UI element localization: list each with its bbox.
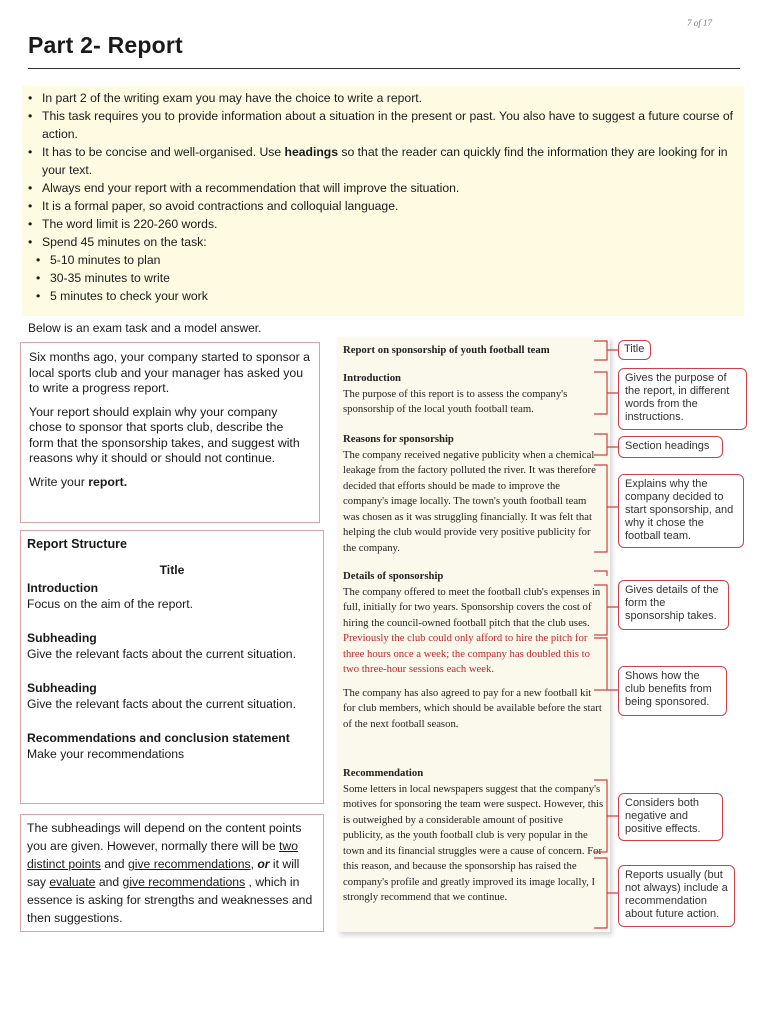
annotation-benefits: Shows how the club benefits from being sponsored. bbox=[618, 666, 727, 716]
exam-task-box bbox=[20, 342, 320, 523]
report-section-text: The company received negative publicity when a chemical leakage from the factory polluted the river. It was therefore decided that efforts should be made to improve the company's image locally. The town's youth football team was chosen as it was struggling financially. It was felt that helping the club would provide very positive publicity for the company. bbox=[343, 448, 596, 554]
intro-bullet: • It is a formal paper, so avoid contractions and colloquial language. bbox=[28, 197, 744, 215]
annotation-section-headings: Section headings bbox=[618, 436, 723, 458]
report-section-heading: Reasons for sponsorship bbox=[343, 433, 454, 445]
annotation-details: Gives details of the form the sponsorship takes. bbox=[618, 580, 729, 630]
structure-heading: Report Structure bbox=[27, 537, 128, 551]
annotation-future-action: Reports usually (but not always) include a recommendation about future action. bbox=[618, 865, 735, 927]
intro-sub-bullet: • 30-35 minutes to write bbox=[36, 269, 744, 287]
below-caption: Below is an exam task and a model answer. bbox=[28, 321, 262, 335]
intro-sub-bullet: • 5-10 minutes to plan bbox=[36, 251, 744, 269]
intro-bullet: • It has to be concise and well-organised. Use headings so that the reader can quickly find the information they are looking for in your text. bbox=[28, 143, 744, 179]
report-section-text: Some letters in local newspapers suggest that the company's motives for sponsoring the team were suspect. However, this is outweighed by a considerable amount of positive publicity, as the youth football club is very popular in the town and its financial struggles were a cause of concern. For this reason, and because the sponsorship has raised the company's profile and greatly improved its image locally, I strongly recommend that we continue. bbox=[343, 782, 604, 903]
intro-bullet: • The word limit is 220-260 words. bbox=[28, 215, 744, 233]
report-section-text: The company offered to meet the football club's expenses in full, initially for two years. Sponsorship covers the cost of hiring the council-owned football pitch that the club uses. Previously the club could only afford to hire the pitch for three hours once a week; the company has doubled this to two three-hour sessions each week. bbox=[343, 585, 601, 675]
intro-panel bbox=[22, 86, 744, 316]
structure-item-label: Subheading bbox=[27, 681, 97, 695]
task-paragraph: Your report should explain why your company chose to sponsor that sports club, describe the form that the sponsorship takes, and suggest with reasons why it should or should not continue. bbox=[29, 404, 300, 465]
intro-bullet: • In part 2 of the writing exam you may have the choice to write a report. bbox=[28, 89, 744, 107]
annotation-reasons: Explains why the company decided to start sponsorship, and why it chose the football team. bbox=[618, 474, 744, 548]
title-divider bbox=[28, 68, 740, 69]
report-structure-box bbox=[20, 530, 324, 804]
report-section-heading: Introduction bbox=[343, 372, 402, 384]
structure-item-desc: Give the relevant facts about the current situation. bbox=[27, 697, 296, 711]
intro-bullet: • This task requires you to provide information about a situation in the present or past. You also have to suggest a future course of action. bbox=[28, 107, 744, 143]
report-title: Report on sponsorship of youth football team bbox=[343, 344, 550, 356]
report-highlighted-text: Previously the club could only afford to hire the pitch for three hours once a week; the company has doubled this to two three-hour sessions each week. bbox=[343, 632, 590, 675]
structure-item-desc: Make your recommendations bbox=[27, 747, 185, 761]
page-title: Part 2- Report bbox=[28, 32, 183, 58]
task-paragraph: Write your report. bbox=[29, 474, 128, 489]
annotation-purpose: Gives the purpose of the report, in different words from the instructions. bbox=[618, 368, 747, 430]
subheading-note-box: The subheadings will depend on the content points you are given. However, normally there will be two distinct points and give recommendations, or it will say evaluate and give recommendations , which in essence is asking for strengths and weaknesses and then suggestions. bbox=[20, 814, 324, 932]
report-details-section bbox=[343, 569, 605, 732]
report-intro-section bbox=[343, 371, 605, 418]
annotation-effects: Considers both negative and positive effects. bbox=[618, 793, 723, 841]
intro-bullet: • Always end your report with a recommendation that will improve the situation. bbox=[28, 179, 744, 197]
intro-sub-bullet: • 5 minutes to check your work bbox=[36, 287, 744, 305]
page-number: 7 of 17 bbox=[686, 18, 712, 28]
report-recommendation-section bbox=[343, 766, 605, 906]
structure-item-label: Recommendations and conclusion statement bbox=[27, 731, 290, 745]
annotation-title: Title bbox=[618, 340, 651, 360]
report-section-text: The company has also agreed to pay for a new football kit for club members, which should be available before the start of the next football season. bbox=[343, 686, 602, 730]
report-section-text: The purpose of this report is to assess the company's sponsorship of the local youth football team. bbox=[343, 387, 568, 415]
task-paragraph: Six months ago, your company started to sponsor a local sports club and your manager has asked you to write a progress report. bbox=[29, 350, 310, 395]
structure-item-label: Subheading bbox=[27, 631, 97, 645]
report-section-heading: Details of sponsorship bbox=[343, 570, 444, 582]
report-section-heading: Recommendation bbox=[343, 767, 424, 779]
structure-title-label: Title bbox=[159, 563, 185, 577]
structure-item-desc: Focus on the aim of the report. bbox=[27, 597, 193, 611]
model-report bbox=[338, 337, 610, 932]
structure-item-desc: Give the relevant facts about the current situation. bbox=[27, 647, 296, 661]
report-reasons-section bbox=[343, 432, 605, 556]
structure-item-label: Introduction bbox=[27, 581, 99, 595]
intro-bullet: • Spend 45 minutes on the task: bbox=[28, 233, 744, 251]
intro-bullet-list bbox=[22, 86, 744, 305]
